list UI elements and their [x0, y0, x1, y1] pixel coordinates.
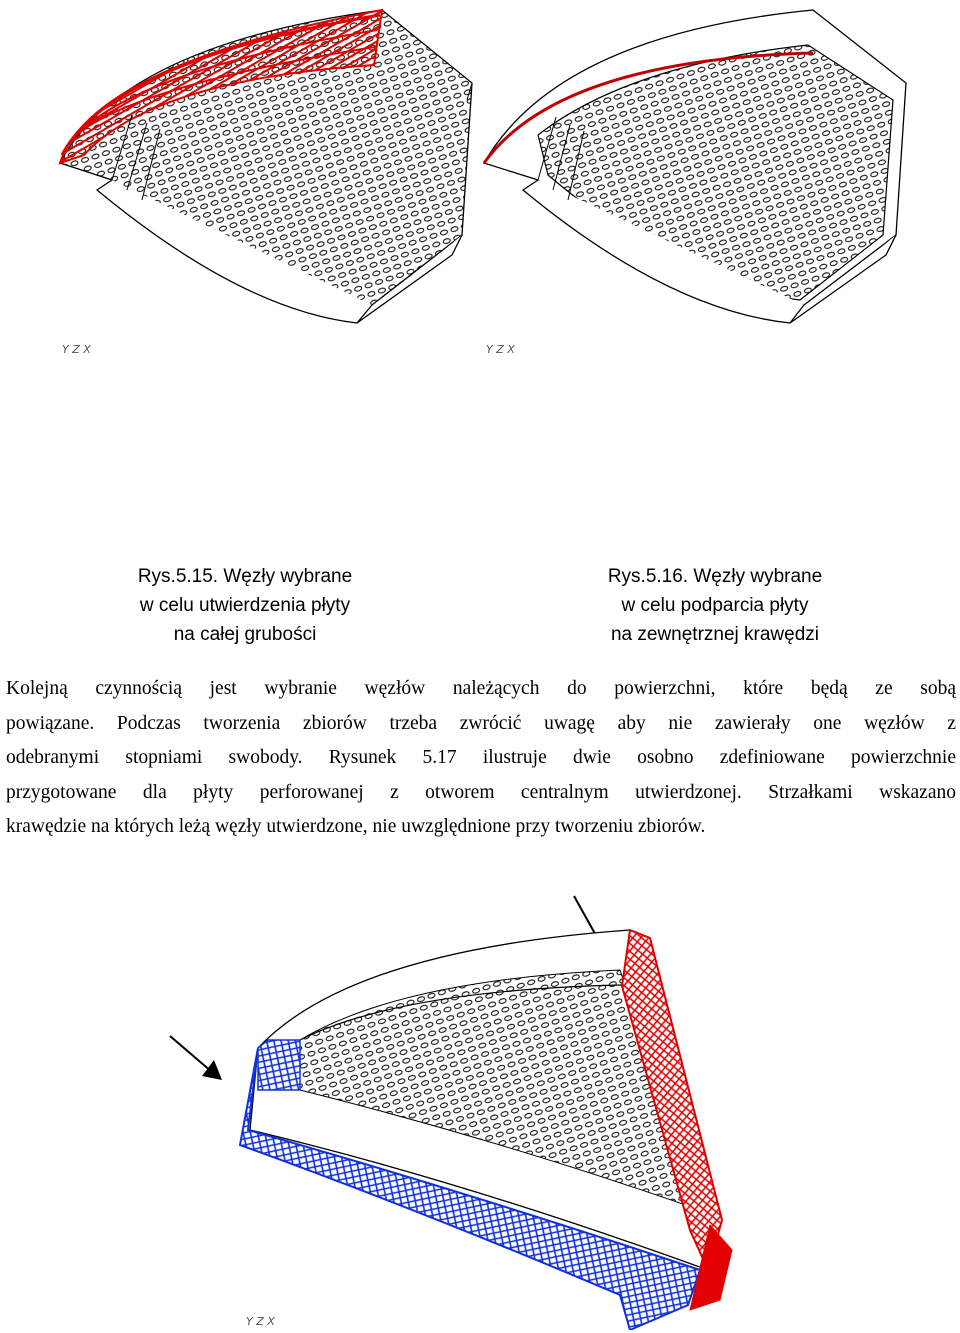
caption-line: Rys.5.15. Węzły wybrane — [137, 566, 353, 587]
axis-triad-label: Y Z X — [486, 343, 515, 356]
axis-triad-label: Y Z X — [62, 343, 91, 356]
paragraph-line: powiązane. Podczas tworzenia zbiorów trzeba zwrócić uwagę aby nie zawierały one węzłów z — [6, 712, 956, 734]
paragraph-line: odebranymi stopniami swobody. Rysunek 5.17 ilustruje dwie osobno zdefiniowane powierzchnie — [6, 747, 956, 768]
axis-triad-label: Y Z X — [246, 1315, 275, 1328]
caption-line: na całej grubości — [173, 624, 317, 645]
body-paragraph — [6, 672, 956, 845]
figure-5-16 — [478, 5, 908, 360]
paragraph-line: Kolejną czynnością jest wybranie węzłów należących do powierzchni, które będą ze sobą — [6, 678, 956, 699]
caption-line: w celu podparcia płyty — [621, 595, 809, 616]
arrow-pointing-blue-edge — [170, 1036, 222, 1080]
paragraph-line: przygotowane dla płyty perforowanej z otworem centralnym utwierdzonej. Strzałkami wskazano — [6, 781, 956, 803]
figure-5-15 — [52, 5, 477, 360]
paragraph-line: krawędzie na których leżą węzły utwierdzone, nie uwzględnione przy tworzeniu zbiorów. — [6, 816, 706, 837]
caption-fig-5-16 — [540, 562, 890, 649]
figure-5-17 — [160, 890, 740, 1330]
caption-line: w celu utwierdzenia płyty — [139, 595, 351, 616]
caption-line: Rys.5.16. Węzły wybrane — [607, 566, 823, 587]
caption-line: na zewnętrznej krawędzi — [610, 624, 820, 645]
caption-fig-5-15 — [80, 562, 410, 649]
